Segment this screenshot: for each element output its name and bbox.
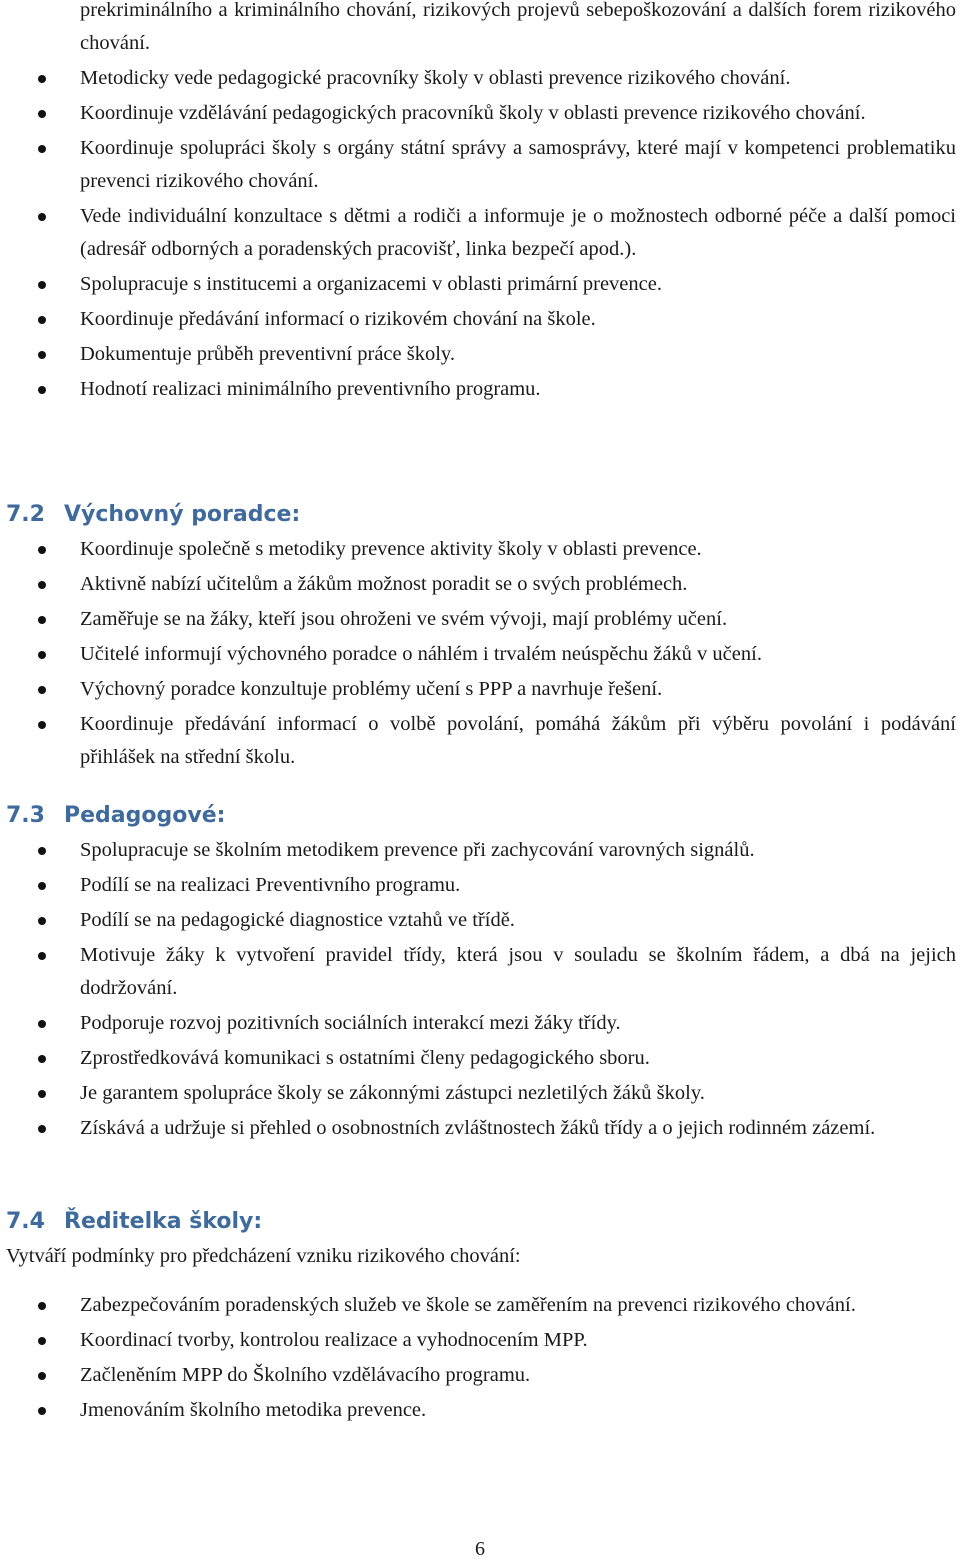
bullet-icon [38,1407,46,1415]
section-7-3 [0,798,960,1147]
list-item-text: Získává a udržuje si přehled o osobnostních zvláštnostech žáků třídy a o jejich rodinném zázemí. [80,1117,876,1139]
list-item [0,869,960,902]
section-heading [0,497,960,533]
section-7-4 [0,1204,960,1429]
section-top [0,0,960,408]
list-item-text: Spolupracuje s institucemi a organizacemi v oblasti primární prevence. [80,273,662,295]
list-item-text: prekriminálního a kriminálního chování, rizikových projevů sebepoškozování a dalších forem rizikového chování. [80,0,956,54]
list-item-text: Aktivně nabízí učitelům a žákům možnost poradit se o svých problémech. [80,573,688,595]
page-number: 6 [475,1538,485,1560]
list-item-text: Spolupracuje se školním metodikem prevence při zachycování varovných signálů. [80,839,755,861]
list-7-4 [0,1289,960,1427]
bullet-icon [38,75,46,83]
list-item-text: Zabezpečováním poradenských služeb ve škole se zaměřením na prevenci rizikového chování. [80,1294,856,1316]
list-item [0,1007,960,1040]
list-item-text: Jmenováním školního metodika prevence. [80,1399,427,1421]
list-item-text: Podílí se na realizaci Preventivního programu. [80,874,461,896]
section-number: 7.4 [6,1209,45,1234]
section-title: Pedagogové: [64,803,226,828]
list-item [0,1112,960,1145]
list-item [0,1359,960,1392]
list-item-text: Koordinací tvorby, kontrolou realizace a vyhodnocením MPP. [80,1329,588,1351]
list-item-text: Koordinuje vzdělávání pedagogických pracovníků školy v oblasti prevence rizikového chování. [80,102,866,124]
bullet-icon [38,1090,46,1098]
bullet-icon [38,1337,46,1345]
list-item-text: Výchovný poradce konzultuje problémy učení s PPP a navrhuje řešení. [80,678,663,700]
list-item [0,904,960,937]
list-item-text: Dokumentuje průběh preventivní práce školy. [80,343,455,365]
bullet-icon [38,145,46,153]
list-item-text: Hodnotí realizaci minimálního preventivního programu. [80,378,541,400]
list-item-text: Podílí se na pedagogické diagnostice vztahů ve třídě. [80,909,515,931]
list-item [0,1077,960,1110]
section-7-2 [0,497,960,776]
section-heading [0,1204,960,1240]
bullet-icon [38,546,46,554]
list-7-2 [0,533,960,774]
list-item-text: Koordinuje společně s metodiky prevence aktivity školy v oblasti prevence. [80,538,702,560]
bullet-icon [38,721,46,729]
list-item [0,62,960,95]
list-item [0,0,960,60]
bullet-icon [38,847,46,855]
section-title: Výchovný poradce: [64,502,301,527]
bullet-icon [38,686,46,694]
list-item [0,1289,960,1322]
list-item [0,638,960,671]
bullet-icon [38,351,46,359]
list-item [0,939,960,1005]
bullet-icon [38,386,46,394]
bullet-icon [38,1055,46,1063]
list-item [0,132,960,198]
bullet-icon [38,616,46,624]
list-item-text: Zprostředkovává komunikaci s ostatními členy pedagogického sboru. [80,1047,650,1069]
list-item [0,568,960,601]
section-number: 7.3 [6,803,45,828]
list-item-text: Zaměřuje se na žáky, kteří jsou ohroženi ve svém vývoji, mají problémy učení. [80,608,728,630]
list-item [0,373,960,406]
bullet-icon [38,1125,46,1133]
bullet-icon [38,1020,46,1028]
list-item-text: Začleněním MPP do Školního vzdělávacího programu. [80,1364,531,1386]
section-heading [0,798,960,834]
list-item-text: Učitelé informují výchovného poradce o náhlém i trvalém neúspěchu žáků v učení. [80,643,762,665]
list-7-3 [0,834,960,1145]
list-item [0,97,960,130]
list-item [0,708,960,774]
bullet-icon [38,1372,46,1380]
section-number: 7.2 [6,502,45,527]
list-item-text: Koordinuje předávání informací o volbě povolání, pomáhá žákům při výběru povolání i podávání přihlášek na střední školu. [80,713,956,768]
bullet-icon [38,917,46,925]
list-item [0,603,960,636]
list-item [0,268,960,301]
bullet-icon [38,1302,46,1310]
list-item [0,673,960,706]
section-title: Ředitelka školy: [64,1209,263,1234]
bullet-icon [38,952,46,960]
list-item-text: Koordinuje spolupráci školy s orgány státní správy a samosprávy, které mají v kompetenci problematiku prevenci rizikového chování. [80,137,956,192]
bullet-icon [38,651,46,659]
list-item [0,1324,960,1357]
bullet-icon [38,581,46,589]
list-item-text: Podporuje rozvoj pozitivních sociálních interakcí mezi žáky třídy. [80,1012,621,1034]
bullet-icon [38,281,46,289]
bullet-icon [38,882,46,890]
bullet-icon [38,213,46,221]
list-item-text: Koordinuje předávání informací o rizikovém chování na škole. [80,308,596,330]
bullet-icon [38,316,46,324]
list-item [0,1394,960,1427]
list-item-text: Metodicky vede pedagogické pracovníky školy v oblasti prevence rizikového chování. [80,67,791,89]
list-item-text: Vede individuální konzultace s dětmi a rodiči a informuje je o možnostech odborné péče a další pomoci (adresář odborných a poradenských pracovišť, linka bezpečí apod.). [80,205,956,260]
list-item [0,834,960,867]
list-item-text: Je garantem spolupráce školy se zákonnými zástupci nezletilých žáků školy. [80,1082,705,1104]
list-item [0,338,960,371]
list-item [0,200,960,266]
list-item-text: Motivuje žáky k vytvoření pravidel třídy, která jsou v souladu se školním řádem, a dbá na jejich dodržování. [80,944,956,999]
list-item [0,533,960,566]
section-intro: Vytváří podmínky pro předcházení vzniku rizikového chování: [6,1245,521,1267]
list-item [0,303,960,336]
list-item [0,1042,960,1075]
list-top [0,0,960,406]
bullet-icon [38,110,46,118]
